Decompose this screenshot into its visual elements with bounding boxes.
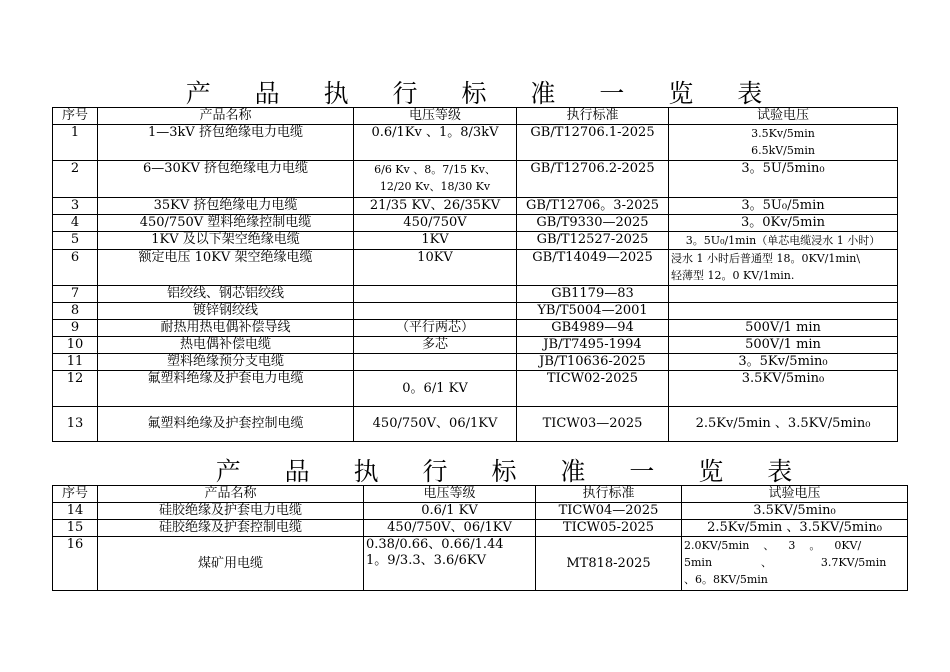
test-voltage: 3。5U₀/1min（单芯电缆浸水 1 小时）	[669, 232, 898, 250]
test-voltage: 3。0Kv/5min	[669, 215, 898, 232]
row-no: 16	[53, 537, 98, 591]
voltage-line: 12/20 Kv、18/30 Kv	[379, 180, 491, 193]
test-voltage: 2.5Kv/5min 、3.5KV/5min₀	[669, 407, 898, 442]
standard: MT818-2025	[536, 537, 682, 591]
standard: TICW04—2025	[536, 503, 682, 520]
voltage-line: 1。9/3.3、3.6/6KV	[366, 553, 487, 568]
row-no: 11	[53, 354, 98, 371]
voltage-grade: 多芯	[354, 337, 517, 354]
product-name: 氟塑料绝缘及护套控制电缆	[98, 407, 354, 442]
test-voltage: 3。5U/5min₀	[669, 161, 898, 198]
standard: GB/T12706.1-2025	[517, 125, 669, 161]
table-row	[53, 215, 898, 232]
voltage-grade: 10KV	[354, 250, 517, 286]
test-voltage: 3。5Kv/5min₀	[669, 354, 898, 371]
standard: YB/T5004—2001	[517, 303, 669, 320]
test-voltage: 2.5Kv/5min 、3.5KV/5min₀	[682, 520, 908, 537]
standard: GB/T12706。3-2025	[517, 198, 669, 215]
standard: JB/T7495-1994	[517, 337, 669, 354]
row-no: 4	[53, 215, 98, 232]
row-no: 13	[53, 407, 98, 442]
row-no: 2	[53, 161, 98, 198]
product-name: 煤矿用电缆	[98, 537, 364, 591]
test-voltage: 500V/1 min	[669, 337, 898, 354]
standards-table-2	[52, 485, 908, 591]
table-row	[53, 407, 898, 442]
table-row	[53, 337, 898, 354]
test-voltage: 3。5U₀/5min	[669, 198, 898, 215]
product-name: 硅胶绝缘及护套控制电缆	[98, 520, 364, 537]
test-line: 3.5Kv/5min	[751, 127, 815, 140]
header-product-name: 产品名称	[98, 108, 354, 125]
standards-table-1	[52, 107, 898, 442]
header-standard: 执行标准	[536, 486, 682, 503]
test-voltage	[669, 303, 898, 320]
voltage-grade	[354, 303, 517, 320]
test-voltage	[669, 125, 898, 161]
standard: GB4989—94	[517, 320, 669, 337]
row-no: 5	[53, 232, 98, 250]
table-row	[53, 520, 908, 537]
test-line: 浸水 1 小时后普通型 18。0KV/1min\	[671, 252, 861, 265]
standard: TICW05-2025	[536, 520, 682, 537]
test-line: 轻薄型 12。0 KV/1min.	[671, 269, 795, 282]
row-no: 12	[53, 371, 98, 407]
table-row	[53, 286, 898, 303]
voltage-grade: 0.6/1 KV	[364, 503, 536, 520]
test-line: 2.0KV/5min 、 3 。 0KV/	[684, 539, 862, 552]
test-line: 、6。8KV/5min	[684, 573, 768, 586]
test-voltage	[682, 537, 908, 591]
table-row	[53, 537, 908, 591]
voltage-line: 0.38/0.66、0.66/1.44	[366, 537, 504, 552]
row-no: 9	[53, 320, 98, 337]
table-row	[53, 161, 898, 198]
voltage-grade	[364, 537, 536, 591]
row-no: 10	[53, 337, 98, 354]
voltage-grade	[354, 161, 517, 198]
table-row	[53, 354, 898, 371]
table-header-row	[53, 486, 908, 503]
table-row	[53, 125, 898, 161]
header-no: 序号	[53, 486, 98, 503]
row-no: 8	[53, 303, 98, 320]
product-name: 铝绞线、钢芯铝绞线	[98, 286, 354, 303]
row-no: 1	[53, 125, 98, 161]
voltage-grade: 450/750V、06/1KV	[364, 520, 536, 537]
row-no: 15	[53, 520, 98, 537]
table-row	[53, 198, 898, 215]
product-name: 35KV 挤包绝缘电力电缆	[98, 198, 354, 215]
standard: GB/T9330—2025	[517, 215, 669, 232]
standard: GB/T12527-2025	[517, 232, 669, 250]
voltage-grade: （平行两芯）	[354, 320, 517, 337]
standard: GB1179—83	[517, 286, 669, 303]
test-voltage: 3.5KV/5min₀	[682, 503, 908, 520]
standard: GB/T14049—2025	[517, 250, 669, 286]
header-no: 序号	[53, 108, 98, 125]
test-voltage	[669, 250, 898, 286]
product-name: 耐热用热电偶补偿导线	[98, 320, 354, 337]
header-test-voltage: 试验电压	[669, 108, 898, 125]
row-no: 6	[53, 250, 98, 286]
voltage-grade: 450/750V、06/1KV	[354, 407, 517, 442]
product-name: 450/750V 塑料绝缘控制电缆	[98, 215, 354, 232]
test-voltage: 500V/1 min	[669, 320, 898, 337]
header-voltage-grade: 电压等级	[354, 108, 517, 125]
header-test-voltage: 试验电压	[682, 486, 908, 503]
voltage-grade	[354, 354, 517, 371]
test-voltage: 3.5KV/5min₀	[669, 371, 898, 407]
product-name: 氟塑料绝缘及护套电力电缆	[98, 371, 354, 407]
row-no: 7	[53, 286, 98, 303]
standard: TICW02-2025	[517, 371, 669, 407]
header-standard: 执行标准	[517, 108, 669, 125]
row-no: 14	[53, 503, 98, 520]
standard: TICW03—2025	[517, 407, 669, 442]
page-title-2: 产 品 执 行 标 准 一 览 表	[215, 457, 811, 486]
table-row	[53, 320, 898, 337]
product-name: 1KV 及以下架空绝缘电缆	[98, 232, 354, 250]
test-voltage	[669, 286, 898, 303]
product-name: 热电偶补偿电缆	[98, 337, 354, 354]
table-row	[53, 503, 908, 520]
product-name: 1—3kV 挤包绝缘电力电缆	[98, 125, 354, 161]
voltage-line: 6/6 Kv 、8。7/15 Kv、	[374, 163, 496, 176]
table-row	[53, 303, 898, 320]
header-voltage-grade: 电压等级	[364, 486, 536, 503]
standard: GB/T12706.2-2025	[517, 161, 669, 198]
product-name: 塑料绝缘预分支电缆	[98, 354, 354, 371]
test-line: 6.5kV/5min	[751, 144, 815, 157]
voltage-grade	[354, 286, 517, 303]
table-header-row	[53, 108, 898, 125]
page-title: 产 品 执 行 标 准 一 览 表	[185, 79, 781, 108]
voltage-grade: 21/35 KV、26/35KV	[354, 198, 517, 215]
product-name: 额定电压 10KV 架空绝缘电缆	[98, 250, 354, 286]
header-product-name: 产品名称	[98, 486, 364, 503]
product-name: 6—30KV 挤包绝缘电力电缆	[98, 161, 354, 198]
table-row	[53, 371, 898, 407]
table-row	[53, 232, 898, 250]
table-row	[53, 250, 898, 286]
row-no: 3	[53, 198, 98, 215]
test-line: 5min 、 3.7KV/5min	[684, 556, 887, 569]
standard: JB/T10636-2025	[517, 354, 669, 371]
voltage-grade: 0。6/1 KV	[354, 371, 517, 407]
voltage-grade: 1KV	[354, 232, 517, 250]
product-name: 硅胶绝缘及护套电力电缆	[98, 503, 364, 520]
voltage-grade: 450/750V	[354, 215, 517, 232]
voltage-grade: 0.6/1Kv 、1。8/3kV	[354, 125, 517, 161]
product-name: 镀锌钢绞线	[98, 303, 354, 320]
